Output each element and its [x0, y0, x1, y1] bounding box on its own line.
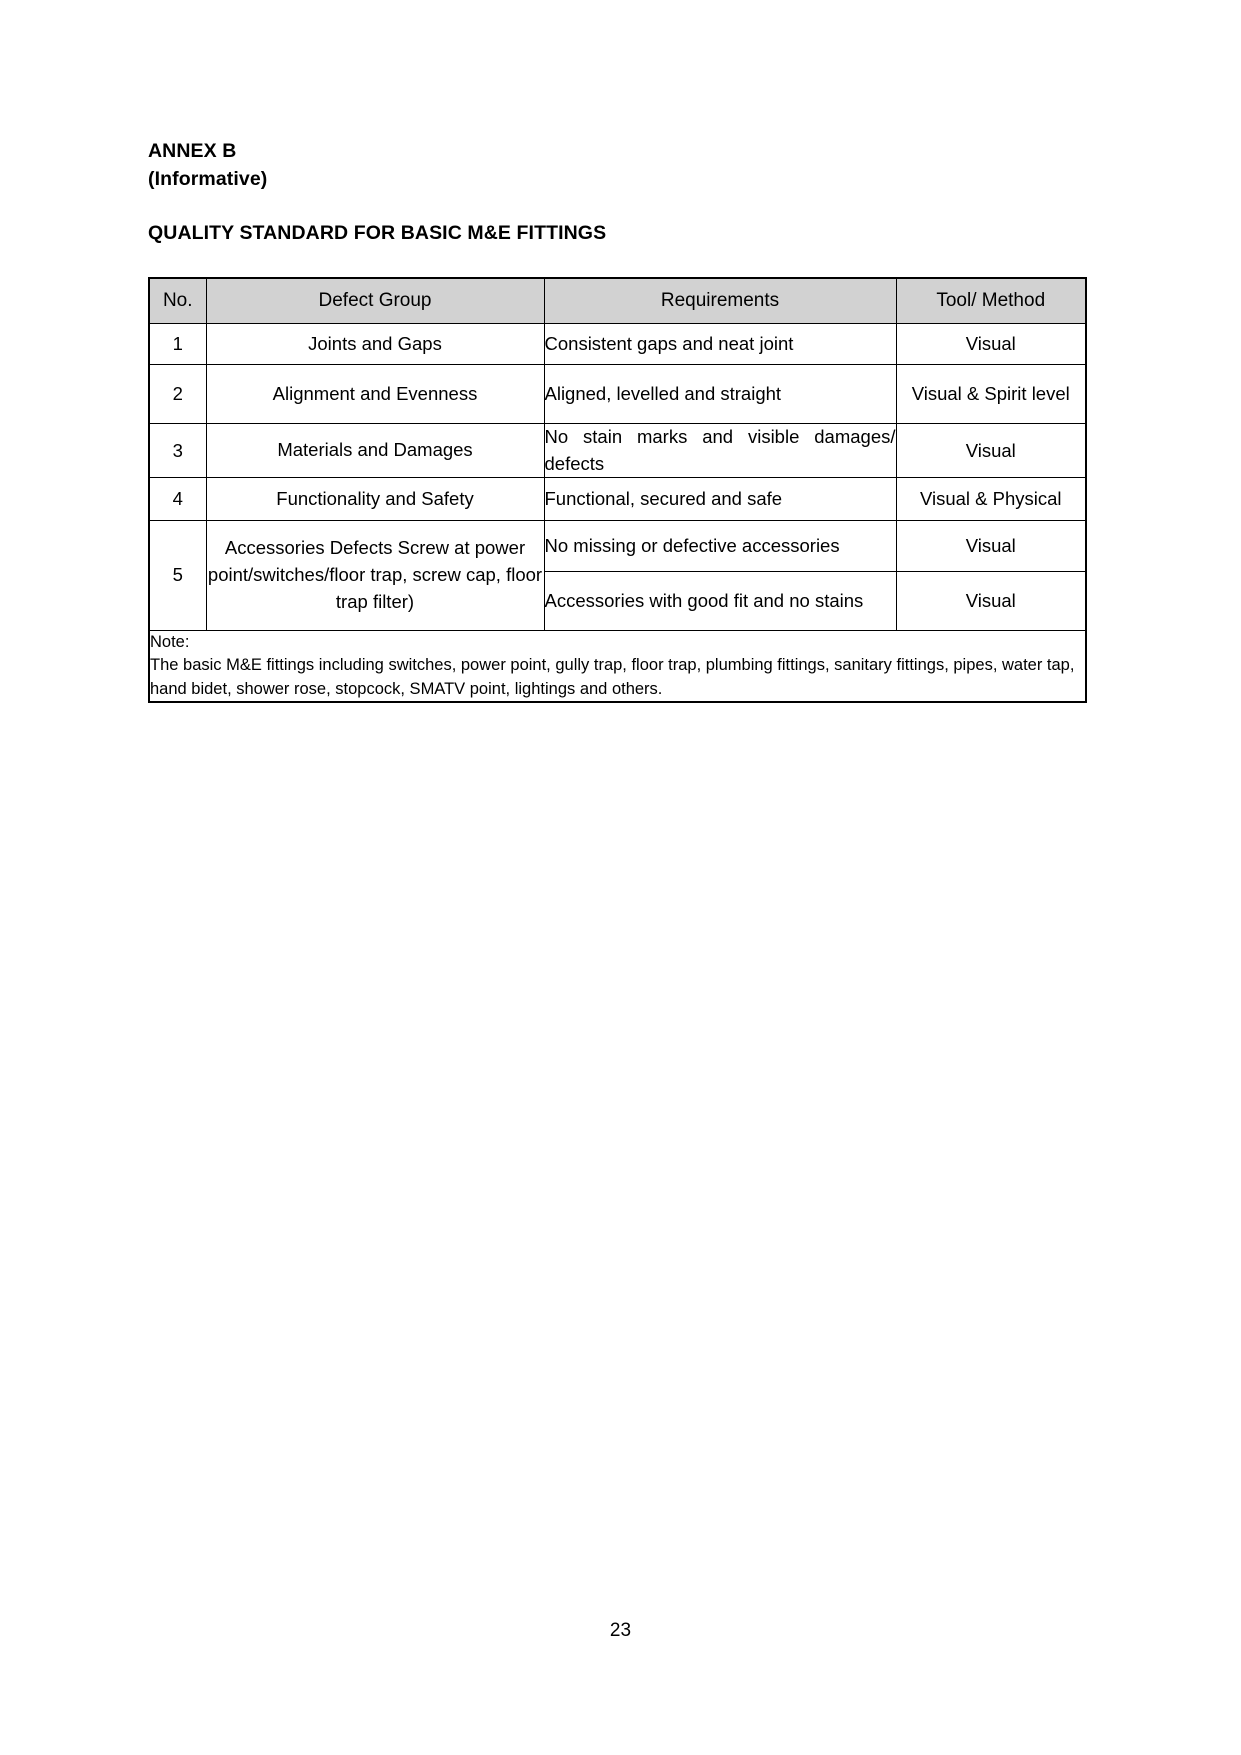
row-number: 3 [149, 424, 206, 478]
row-requirements: Accessories with good fit and no stains [544, 571, 896, 630]
row-number: 2 [149, 365, 206, 424]
table-note-row [149, 630, 1086, 702]
table-note [149, 630, 1086, 702]
row-requirements: Functional, secured and safe [544, 477, 896, 520]
row-tool-method: Visual [896, 424, 1086, 478]
column-header-defect-group: Defect Group [206, 278, 544, 324]
row-requirements: Consistent gaps and neat joint [544, 324, 896, 365]
row-defect-group: Joints and Gaps [206, 324, 544, 365]
row-number: 1 [149, 324, 206, 365]
page-number: 23 [609, 1620, 632, 1641]
table-header-row [149, 278, 1086, 324]
note-body: The basic M&E fittings including switches, power point, gully trap, floor trap, plumbing fittings, sanitary fittings, pipes, water tap, hand bidet, shower rose, stopcock, SMATV point, lightings and others. [150, 656, 1075, 698]
column-header-no: No. [149, 278, 206, 324]
table-row [149, 477, 1086, 520]
row-requirements: No stain marks and visible damages/ defects [544, 424, 896, 478]
note-label: Note: [150, 632, 190, 651]
row-requirements: Aligned, levelled and straight [544, 365, 896, 424]
column-header-tool-method: Tool/ Method [896, 278, 1086, 324]
row-defect-group: Accessories Defects Screw at power point/switches/floor trap, screw cap, floor trap filter) [206, 520, 544, 630]
column-header-requirements: Requirements [544, 278, 896, 324]
row-defect-group: Alignment and Evenness [206, 365, 544, 424]
table-row [149, 424, 1086, 478]
row-tool-method: Visual [896, 520, 1086, 571]
annex-informative-label: (Informative) [148, 167, 268, 190]
page-content [148, 138, 1093, 703]
page-title: QUALITY STANDARD FOR BASIC M&E FITTINGS [148, 222, 607, 245]
table-row [149, 365, 1086, 424]
quality-standard-table [148, 277, 1087, 703]
row-tool-method: Visual [896, 324, 1086, 365]
row-requirements: No missing or defective accessories [544, 520, 896, 571]
row-defect-group: Functionality and Safety [206, 477, 544, 520]
row-tool-method: Visual & Physical [896, 477, 1086, 520]
row-tool-method: Visual [896, 571, 1086, 630]
annex-label: ANNEX B [148, 140, 237, 162]
row-number: 4 [149, 477, 206, 520]
row-tool-method: Visual & Spirit level [896, 365, 1086, 424]
table-row [149, 520, 1086, 571]
row-number: 5 [149, 520, 206, 630]
row-defect-group: Materials and Damages [206, 424, 544, 478]
table-row [149, 324, 1086, 365]
